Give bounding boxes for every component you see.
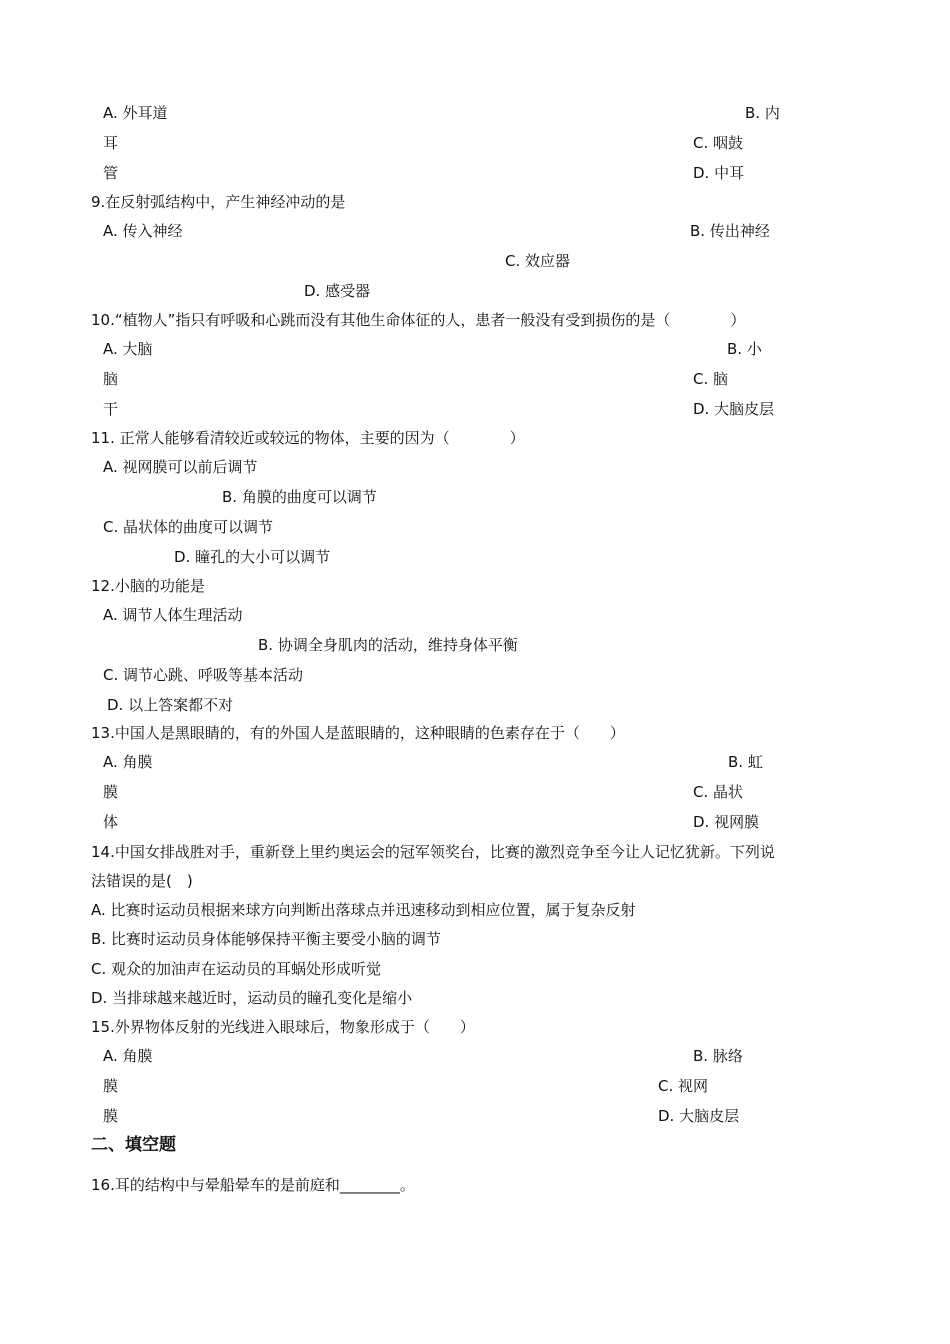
q10-option-d: D. 大脑皮层	[693, 400, 775, 418]
q10-option-a-continued: 脑	[103, 370, 119, 388]
q8-option-d: D. 中耳	[693, 164, 745, 182]
q8-option-c: C. 咽鼓	[693, 134, 744, 152]
q12-option-d: D. 以上答案都不对	[107, 696, 234, 714]
q14-option-a: A. 比赛时运动员根据来球方向判断出落球点并迅速移动到相应位置，属于复杂反射	[91, 901, 636, 919]
q10-option-c: C. 脑	[693, 370, 729, 388]
q9-option-c: C. 效应器	[505, 252, 571, 270]
q13-option-d: D. 视网膜	[693, 813, 760, 831]
q14-stem-line2: 法错误的是( )	[91, 872, 193, 890]
q13-option-c-continued: 体	[103, 813, 119, 831]
q12-option-c: C. 调节心跳、呼吸等基本活动	[103, 666, 304, 684]
q10-option-c-continued: 干	[103, 400, 119, 418]
q13-stem: 13.中国人是黑眼睛的，有的外国人是蓝眼睛的，这种眼睛的色素存在于（ ）	[91, 724, 625, 742]
q15-option-a-continued: 膜	[103, 1077, 119, 1095]
q9-option-d: D. 感受器	[304, 282, 371, 300]
q14-option-d: D. 当排球越来越近时，运动员的瞳孔变化是缩小	[91, 989, 413, 1007]
q9-stem: 9.在反射弧结构中，产生神经冲动的是	[91, 193, 346, 211]
q11-stem: 11. 正常人能够看清较近或较远的物体，主要的因为（ ）	[91, 429, 525, 447]
q11-option-a: A. 视网膜可以前后调节	[103, 458, 258, 476]
q10-stem: 10.“植物人”指只有呼吸和心跳而没有其他生命体征的人，患者一般没有受到损伤的是（ ）	[91, 311, 746, 329]
q14-option-c: C. 观众的加油声在运动员的耳蜗处形成听觉	[91, 960, 382, 978]
q10-option-a: A. 大脑	[103, 340, 153, 358]
q15-option-c: C. 视网	[658, 1077, 709, 1095]
q13-option-b: B. 虹	[728, 753, 763, 771]
q13-option-a-continued: 膜	[103, 783, 119, 801]
q8-option-c-continued: 管	[103, 164, 119, 182]
q13-option-a: A. 角膜	[103, 753, 153, 771]
q10-option-b: B. 小	[727, 340, 762, 358]
q15-option-d: D. 大脑皮层	[658, 1107, 740, 1125]
q9-option-b: B. 传出神经	[690, 222, 770, 240]
q13-option-c: C. 晶状	[693, 783, 744, 801]
q11-option-d: D. 瞳孔的大小可以调节	[174, 548, 331, 566]
q15-option-a: A. 角膜	[103, 1047, 153, 1065]
q8-option-b: B. 内	[745, 104, 780, 122]
q16-stem: 16.耳的结构中与晕船晕车的是前庭和________。	[91, 1176, 415, 1194]
q11-option-c: C. 晶状体的曲度可以调节	[103, 518, 274, 536]
q9-option-a: A. 传入神经	[103, 222, 183, 240]
q8-option-a: A. 外耳道	[103, 104, 168, 122]
q15-stem: 15.外界物体反射的光线进入眼球后，物象形成于（ ）	[91, 1018, 475, 1036]
q12-option-b: B. 协调全身肌肉的活动，维持身体平衡	[258, 636, 518, 654]
q12-option-a: A. 调节人体生理活动	[103, 606, 243, 624]
q15-option-c-continued: 膜	[103, 1107, 119, 1125]
section-heading-fill-in: 二、填空题	[91, 1135, 176, 1155]
q11-option-b: B. 角膜的曲度可以调节	[222, 488, 377, 506]
q14-stem-line1: 14.中国女排战胜对手，重新登上里约奥运会的冠军领奖台，比赛的激烈竞争至今让人记忆犹新。下列说	[91, 843, 775, 861]
q12-stem: 12.小脑的功能是	[91, 577, 205, 595]
q14-option-b: B. 比赛时运动员身体能够保持平衡主要受小脑的调节	[91, 930, 441, 948]
q15-option-b: B. 脉络	[693, 1047, 743, 1065]
q8-option-a-continued: 耳	[103, 134, 119, 152]
